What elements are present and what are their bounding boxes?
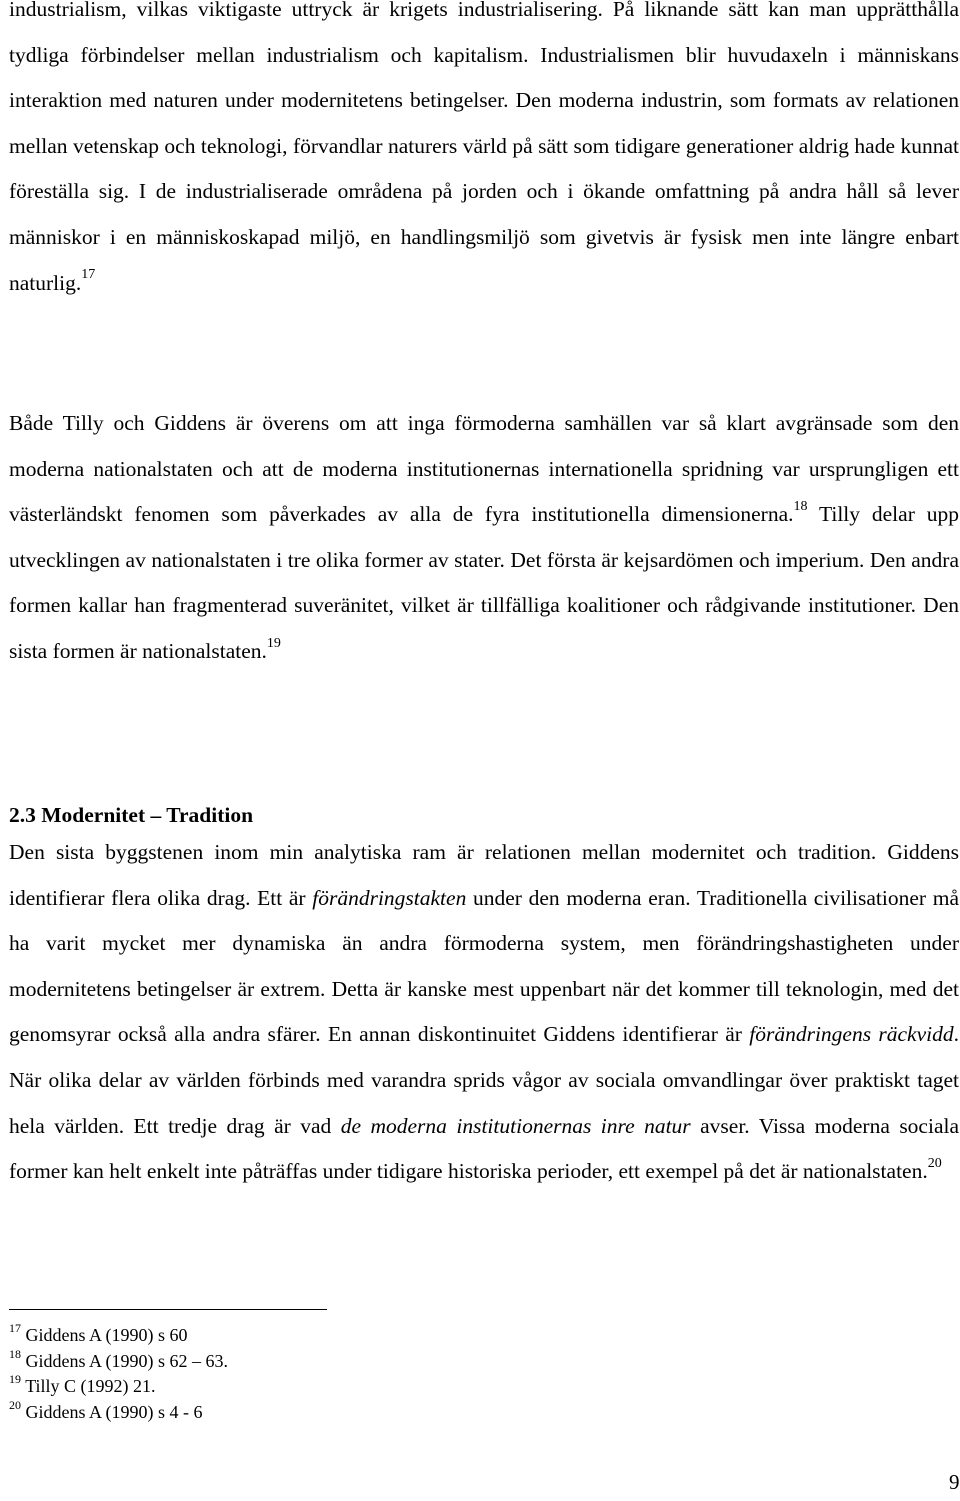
paragraph-text: Både Tilly och Giddens är överens om att inga förmoderna samhällen var så klart avgränsade som den moderna nationalstaten och att de moderna institutionernas internationella spridning var ursprungligen ett västerländskt fenomen som påverkades av alla de fyra institutionella dimensionerna. <box>9 411 959 527</box>
paragraph-text: avser. Vissa moderna sociala former kan helt enkelt inte påträffas under tidigare historiska perioder, ett exempel på det är nationalstaten. <box>9 1113 960 1184</box>
footnote-number: 17 <box>9 1321 21 1335</box>
footnote-ref: 18 <box>793 499 808 515</box>
section-heading: 2.3 Modernitet – Tradition <box>9 803 254 827</box>
paragraph-text: Tilly delar upp utvecklingen av nationalstaten i tre olika former av stater. Det första är kejsardömen och imperium. Den andra formen kallar han fragmenterad suveränitet, vilket är tillfälliga koalitioner och rådgivande institutioner. Den sista formen är nationalstaten. <box>9 502 959 663</box>
footnotes-list <box>9 1323 228 1425</box>
footnote-text: Giddens A (1990) s 4 - 6 <box>25 1401 203 1422</box>
footnote-ref: 19 <box>266 635 281 651</box>
footnote-separator <box>9 1309 327 1310</box>
footnote-text: Giddens A (1990) s 62 – 63. <box>25 1350 228 1371</box>
paragraph-industrialism <box>9 0 959 306</box>
paragraph-text: Den sista byggstenen inom min analytiska ram är relationen mellan modernitet och tradition. Giddens identifierar flera olika drag. Ett är <box>9 840 959 910</box>
paragraph-tilly-giddens <box>9 401 959 675</box>
paragraph-text: industrialism, vilkas viktigaste uttryck är krigets industrialisering. På liknande sätt kan man upprätthålla tydliga förbindelser mellan industrialism och kapitalism. Industrialismen blir huvudaxeln i människans interaktion med naturen under modernitetens betingelser. Den moderna industrin, som formats av relationen mellan vetenskap och teknologi, förvandlar naturers värld på sätt som tidigare generationer aldrig hade kunnat föreställa sig. I de industrialiserade områdena på jorden och i ökande omfattning på andra håll så lever människor i en människoskapad miljö, en handlingsmiljö som givetvis är fysisk men inte längre enbart naturlig. <box>9 0 959 295</box>
footnote-text: Tilly C (1992) 21. <box>25 1376 156 1396</box>
footnote-number: 20 <box>9 1397 21 1412</box>
italic-term: förändringstakten <box>312 885 467 910</box>
paragraph-modernity-tradition <box>9 830 959 1195</box>
footnote-item <box>9 1323 228 1349</box>
footnote-text: Giddens A (1990) s 60 <box>25 1325 188 1345</box>
footnote-item <box>9 1374 228 1400</box>
footnote-number: 18 <box>9 1346 21 1361</box>
footnote-number: 19 <box>9 1372 21 1386</box>
paragraph-text: under den moderna eran. Traditionella civilisationer må ha varit mycket mer dynamiska än andra förmoderna system, men förändringshastigheten under modernitetens betingelser är extrem. Detta är kanske mest uppenbart när det kommer till teknologin, med det genomsyrar också alla andra sfärer. En annan diskontinuitet Giddens identifierar är <box>9 885 959 1047</box>
paragraph-text: . När olika delar av världen förbinds med varandra sprids vågor av sociala omvandlingar över praktiskt taget hela världen. Ett tredje drag är vad <box>9 1022 959 1138</box>
footnote-item <box>9 1397 228 1426</box>
footnote-item <box>9 1346 228 1375</box>
footnote-ref: 20 <box>927 1156 942 1171</box>
footnote-ref: 17 <box>81 267 96 283</box>
italic-term: förändringens räckvidd <box>749 1022 954 1047</box>
italic-term: de moderna institutionernas inre natur <box>340 1113 691 1138</box>
page-number: 9 <box>949 1470 960 1494</box>
